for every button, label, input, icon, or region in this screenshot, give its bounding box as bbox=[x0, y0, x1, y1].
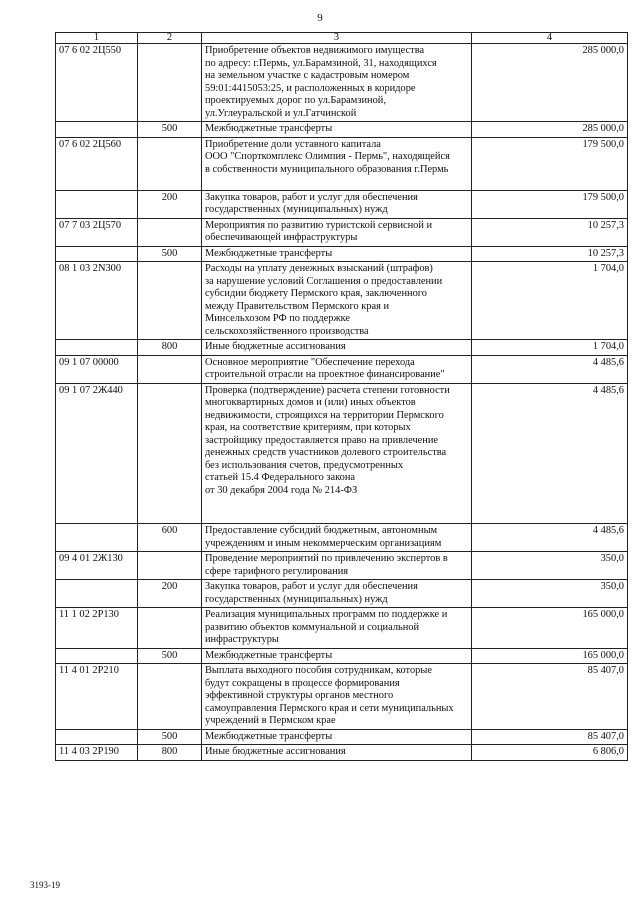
expense-description bbox=[202, 745, 472, 761]
description-line: ООО "Спорткомплекс Олимпия - Пермь", находящейся bbox=[205, 151, 450, 162]
expense-description bbox=[202, 580, 472, 608]
expense-description bbox=[202, 340, 472, 356]
amount-value: 350,0 bbox=[472, 580, 628, 608]
description-line: будут сокращены в процессе формирования bbox=[205, 677, 400, 689]
table-row bbox=[56, 246, 628, 262]
target-article-code bbox=[56, 190, 138, 218]
table-row bbox=[56, 524, 628, 552]
expense-type-code bbox=[138, 355, 202, 383]
expense-type-code: 500 bbox=[138, 729, 202, 745]
description-line: многоквартирных домов и (или) иных объектов bbox=[205, 397, 416, 408]
description-line: Приобретение доли уставного капитала bbox=[205, 138, 381, 150]
description-line: края, на соответствие критериям, при которых bbox=[205, 422, 411, 433]
expense-description bbox=[202, 729, 472, 745]
table-header-row bbox=[56, 33, 628, 44]
description-line: на земельном участке с кадастровым номером bbox=[205, 70, 410, 81]
expense-description bbox=[202, 552, 472, 580]
expense-type-code: 800 bbox=[138, 340, 202, 356]
table-body bbox=[56, 44, 628, 761]
target-article-code: 07 6 02 2Ц550 bbox=[56, 44, 138, 122]
expense-description bbox=[202, 608, 472, 649]
header-col-2: 2 bbox=[138, 33, 202, 44]
target-article-code bbox=[56, 340, 138, 356]
table-row bbox=[56, 44, 628, 122]
description-line: денежных средств участников долевого строительства bbox=[205, 447, 447, 458]
table-row bbox=[56, 340, 628, 356]
header-col-4: 4 bbox=[472, 33, 628, 44]
description-line: Расходы на уплату денежных взысканий (штрафов) bbox=[205, 263, 433, 274]
description-line: между Правительством Пермского края и bbox=[205, 300, 390, 312]
table-row bbox=[56, 664, 628, 730]
expense-description bbox=[202, 137, 472, 190]
description-line: самоуправления Пермского края и сети муниципальных bbox=[205, 702, 454, 714]
expense-description bbox=[202, 262, 472, 340]
description-line: статьей 15.4 Федерального закона bbox=[205, 472, 356, 483]
expense-type-code bbox=[138, 552, 202, 580]
table-row bbox=[56, 262, 628, 340]
amount-value: 1 704,0 bbox=[472, 340, 628, 356]
description-line: инфраструктуры bbox=[205, 634, 279, 645]
expense-type-code: 200 bbox=[138, 190, 202, 218]
amount-value: 10 257,3 bbox=[472, 246, 628, 262]
table-row bbox=[56, 122, 628, 138]
expense-description bbox=[202, 246, 472, 262]
budget-table bbox=[55, 32, 628, 761]
amount-value: 6 806,0 bbox=[472, 745, 628, 761]
expense-description bbox=[202, 122, 472, 138]
description-line: государственных (муниципальных) нужд bbox=[205, 204, 388, 215]
target-article-code: 11 4 01 2Р210 bbox=[56, 664, 138, 730]
expense-description bbox=[202, 664, 472, 730]
table-row bbox=[56, 729, 628, 745]
table-row bbox=[56, 137, 628, 190]
expense-type-code bbox=[138, 262, 202, 340]
description-line: Межбюджетные трансферты bbox=[205, 649, 333, 661]
expense-type-code bbox=[138, 137, 202, 190]
amount-value: 179 500,0 bbox=[472, 137, 628, 190]
expense-description bbox=[202, 355, 472, 383]
target-article-code bbox=[56, 122, 138, 138]
description-line: ул.Углеуральской и ул.Гатчинской bbox=[205, 107, 357, 119]
target-article-code: 07 6 02 2Ц560 bbox=[56, 137, 138, 190]
amount-value: 285 000,0 bbox=[472, 44, 628, 122]
expense-type-code: 500 bbox=[138, 122, 202, 138]
amount-value: 285 000,0 bbox=[472, 122, 628, 138]
description-line: Иные бюджетные ассигнования bbox=[205, 341, 346, 352]
description-line: эффективной структуры органов местного bbox=[205, 690, 394, 701]
expense-type-code: 800 bbox=[138, 745, 202, 761]
table-row bbox=[56, 383, 628, 524]
header-col-3: 3 bbox=[202, 33, 472, 44]
description-line: субсидии бюджету Пермского края, заключенного bbox=[205, 288, 428, 299]
amount-value: 85 407,0 bbox=[472, 664, 628, 730]
description-line: обеспечивающей инфраструктуры bbox=[205, 232, 358, 243]
table-row bbox=[56, 355, 628, 383]
description-line: Предоставление субсидий бюджетным, автономным bbox=[205, 525, 438, 536]
amount-value: 4 485,6 bbox=[472, 355, 628, 383]
target-article-code bbox=[56, 648, 138, 664]
target-article-code: 08 1 03 2N300 bbox=[56, 262, 138, 340]
description-line: застройщику предоставляется право на привлечение bbox=[205, 434, 439, 446]
table-row bbox=[56, 580, 628, 608]
description-line: Приобретение объектов недвижимого имущества bbox=[205, 45, 425, 56]
expense-type-code bbox=[138, 608, 202, 649]
expense-description bbox=[202, 44, 472, 122]
description-line: Проведение мероприятий по привлечению экспертов в bbox=[205, 553, 448, 564]
expense-description bbox=[202, 648, 472, 664]
amount-value: 179 500,0 bbox=[472, 190, 628, 218]
amount-value: 4 485,6 bbox=[472, 524, 628, 552]
description-line: Межбюджетные трансферты bbox=[205, 247, 333, 259]
expense-type-code bbox=[138, 664, 202, 730]
target-article-code: 11 1 02 2Р130 bbox=[56, 608, 138, 649]
description-line: строительной отрасли на проектное финансирование" bbox=[205, 369, 445, 380]
expense-type-code bbox=[138, 44, 202, 122]
target-article-code bbox=[56, 524, 138, 552]
description-line: Закупка товаров, работ и услуг для обеспечения bbox=[205, 581, 418, 592]
description-line: развитию объектов коммунальной и социальной bbox=[205, 621, 420, 633]
target-article-code: 09 1 07 2Ж440 bbox=[56, 383, 138, 524]
description-line: недвижимости, строящихся на территории Пермского bbox=[205, 409, 444, 421]
expense-type-code: 600 bbox=[138, 524, 202, 552]
description-line: Межбюджетные трансферты bbox=[205, 730, 333, 742]
amount-value: 10 257,3 bbox=[472, 218, 628, 246]
description-line: в собственности муниципального образования г.Пермь bbox=[205, 163, 449, 175]
description-line: сельскохозяйственного производства bbox=[205, 325, 369, 337]
table-row bbox=[56, 745, 628, 761]
amount-value: 350,0 bbox=[472, 552, 628, 580]
expense-description bbox=[202, 218, 472, 246]
target-article-code bbox=[56, 729, 138, 745]
description-line: Закупка товаров, работ и услуг для обеспечения bbox=[205, 191, 418, 203]
description-line: государственных (муниципальных) нужд bbox=[205, 593, 388, 605]
expense-type-code: 200 bbox=[138, 580, 202, 608]
table-row bbox=[56, 218, 628, 246]
description-line: Мероприятия по развитию туристской сервисной и bbox=[205, 219, 433, 231]
description-line: Межбюджетные трансферты bbox=[205, 123, 333, 134]
description-line: Проверка (подтверждение) расчета степени готовности bbox=[205, 384, 450, 396]
description-line: Минсельхозом РФ по поддержке bbox=[205, 313, 351, 324]
page-number: 9 bbox=[317, 12, 323, 24]
target-article-code bbox=[56, 246, 138, 262]
target-article-code: 09 4 01 2Ж130 bbox=[56, 552, 138, 580]
table-row bbox=[56, 648, 628, 664]
description-line: 59:01:4415053:25, и расположенных в коридоре bbox=[205, 82, 416, 94]
amount-value: 165 000,0 bbox=[472, 648, 628, 664]
description-line: сфере тарифного регулирования bbox=[205, 565, 349, 577]
description-line: Реализация муниципальных программ по поддержке и bbox=[205, 609, 448, 620]
description-line: Иные бюджетные ассигнования bbox=[205, 746, 346, 757]
expense-type-code bbox=[138, 218, 202, 246]
amount-value: 4 485,6 bbox=[472, 383, 628, 524]
document-code: 3193-19 bbox=[30, 880, 60, 890]
table-row bbox=[56, 608, 628, 649]
description-line: учреждениям и иным некоммерческим организациям bbox=[205, 537, 442, 549]
amount-value: 1 704,0 bbox=[472, 262, 628, 340]
expense-type-code: 500 bbox=[138, 648, 202, 664]
description-line: за нарушение условий Соглашения о предоставлении bbox=[205, 275, 443, 287]
description-line: Основное мероприятие "Обеспечение перехода bbox=[205, 356, 415, 368]
description-line: проектируемых дорог по ул.Барамзиной, bbox=[205, 95, 386, 106]
target-article-code bbox=[56, 580, 138, 608]
expense-description bbox=[202, 190, 472, 218]
expense-description bbox=[202, 524, 472, 552]
amount-value: 165 000,0 bbox=[472, 608, 628, 649]
expense-type-code: 500 bbox=[138, 246, 202, 262]
expense-type-code bbox=[138, 383, 202, 524]
description-line: без использования счетов, предусмотренных bbox=[205, 459, 404, 471]
description-line: по адресу: г.Пермь, ул.Барамзиной, 31, находящихся bbox=[205, 57, 437, 69]
table-row bbox=[56, 190, 628, 218]
expense-description bbox=[202, 383, 472, 524]
description-line: Выплата выходного пособия сотрудникам, которые bbox=[205, 665, 432, 676]
target-article-code: 11 4 03 2Р190 bbox=[56, 745, 138, 761]
target-article-code: 07 7 03 2Ц570 bbox=[56, 218, 138, 246]
description-line: от 30 декабря 2004 года № 214-ФЗ bbox=[205, 484, 358, 496]
amount-value: 85 407,0 bbox=[472, 729, 628, 745]
description-line: учреждений в Пермском крае bbox=[205, 715, 336, 726]
header-col-1: 1 bbox=[56, 33, 138, 44]
target-article-code: 09 1 07 00000 bbox=[56, 355, 138, 383]
table-row bbox=[56, 552, 628, 580]
